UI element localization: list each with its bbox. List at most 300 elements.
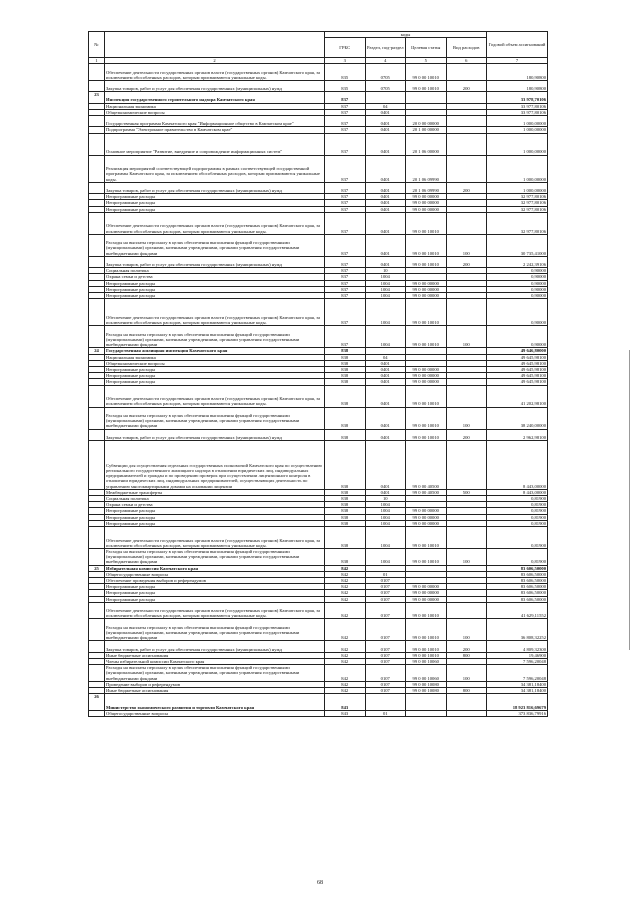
row-section: 01 — [365, 571, 406, 577]
row-section: 0401 — [365, 407, 406, 429]
row-amount: 0,81900 — [487, 526, 548, 548]
row-grbs: 837 — [325, 268, 366, 274]
row-section: 0401 — [365, 256, 406, 267]
row-amount: 32 977,80106 — [487, 212, 548, 234]
row-name: Непрограммные расходы — [105, 367, 325, 373]
row-grbs: 837 — [325, 326, 366, 348]
row-target: 99 0 00 00000 — [406, 373, 447, 379]
row-name: Общегосударственные вопросы — [105, 710, 325, 716]
row-amount: 49 645,98100 — [487, 354, 548, 360]
row-exp-type — [446, 299, 487, 326]
row-amount: 49 645,98100 — [487, 367, 548, 373]
row-section: 1004 — [365, 508, 406, 514]
row-grbs: 838 — [325, 489, 366, 495]
row-exp-type: 800 — [446, 652, 487, 658]
row-target: 99 0 00 00000 — [406, 520, 447, 526]
row-grbs: 837 — [325, 109, 366, 115]
header-name — [105, 32, 325, 58]
row-amount: 1 000,00000 — [487, 133, 548, 155]
row-target: 99 0 00 10010 — [406, 619, 447, 641]
row-amount: 0,90000 — [487, 292, 548, 298]
row-amount: 0,90000 — [487, 280, 548, 286]
row-name: Избирательная комиссия Камчатского края — [105, 565, 325, 571]
col-number: 5 — [406, 58, 447, 64]
row-target: 20 1 06 09990 — [406, 155, 447, 182]
row-amount: 83 606,50000 — [487, 596, 548, 602]
row-name: Субвенции для осуществления отдельных государственных полномочий Камчатского края по осуществлению регионального государственного жилищного надзора в отношении юридических лиц, индивидуальных предпринимателей и граждан и по проведению проверок при осуществлении лицензионного контроля в отношении юридических лиц, индивидуальных предпринимателей, осуществляющих деятельность по управлению многоквартирными домами на основании лицензии — [105, 440, 325, 489]
table-row — [89, 64, 548, 81]
row-amount: 180,90800 — [487, 81, 548, 92]
row-section: 0401 — [365, 385, 406, 407]
row-number — [89, 81, 105, 92]
col-number: 2 — [105, 58, 325, 64]
row-grbs: 837 — [325, 299, 366, 326]
row-target: 20 1 06 00000 — [406, 133, 447, 155]
row-name: Непрограммные расходы — [105, 286, 325, 292]
row-number — [89, 385, 105, 407]
row-section: 0107 — [365, 687, 406, 693]
row-amount: 41 202,98100 — [487, 385, 548, 407]
row-section: 0107 — [365, 584, 406, 590]
row-section: 1004 — [365, 548, 406, 565]
row-exp-type: 200 — [446, 182, 487, 193]
row-name: Непрограммные расходы — [105, 596, 325, 602]
row-exp-type: 100 — [446, 234, 487, 256]
row-section: 0401 — [365, 133, 406, 155]
row-grbs: 842 — [325, 565, 366, 571]
row-amount: 49 645,98100 — [487, 379, 548, 385]
row-exp-type: 200 — [446, 641, 487, 652]
row-exp-type: 100 — [446, 619, 487, 641]
row-grbs: 837 — [325, 182, 366, 193]
row-name: Основное мероприятие "Развитие, внедрение и сопровождение информационных систем" — [105, 133, 325, 155]
row-number — [89, 299, 105, 326]
row-section: 0401 — [365, 379, 406, 385]
row-grbs: 837 — [325, 200, 366, 206]
row-section: 0401 — [365, 200, 406, 206]
row-target: 99 0 00 00000 — [406, 367, 447, 373]
table-row — [89, 694, 548, 711]
row-name: Национальная экономика — [105, 354, 325, 360]
row-target: 99 0 00 00000 — [406, 514, 447, 520]
row-target: 99 0 00 00000 — [406, 508, 447, 514]
row-exp-type — [446, 694, 487, 711]
row-name: Реализация мероприятий соответствующей подпрограммы в рамках соответствующей государственной программы Камчатского края, за исключением обособленных расходов, которым присваиваются уникальные коды. — [105, 155, 325, 182]
row-amount: 0,81900 — [487, 520, 548, 526]
row-amount: 2 962,98100 — [487, 429, 548, 440]
row-name: Подпрограмма "Электронное правительство в Камчатском крае" — [105, 127, 325, 133]
row-name: Расходы на выплаты персоналу в целях обеспечения выполнения функций государственными (муниципальными) органами, казенными учреждениями, органами управления государственными внебюджетными фондами — [105, 326, 325, 348]
row-section: 0107 — [365, 619, 406, 641]
row-target: 20 1 00 00000 — [406, 127, 447, 133]
table-row — [89, 92, 548, 103]
row-amount: 36 808,32252 — [487, 619, 548, 641]
budget-table — [88, 31, 548, 717]
row-name: Обеспечение деятельности государственных органов власти (государственных органов) Камчатского края, за исключением обособленных расходов, которым присваиваются уникальные коды. — [105, 526, 325, 548]
row-grbs: 837 — [325, 155, 366, 182]
row-number — [89, 429, 105, 440]
table-row — [89, 407, 548, 429]
margin-rule — [629, 350, 636, 650]
row-amount: 1 000,00000 — [487, 116, 548, 127]
row-name: Непрограммные расходы — [105, 373, 325, 379]
row-exp-type: 100 — [446, 548, 487, 565]
row-amount: 83 606,50000 — [487, 571, 548, 577]
row-target: 99 0 00 10010 — [406, 526, 447, 548]
row-grbs: 835 — [325, 81, 366, 92]
row-grbs: 838 — [325, 348, 366, 354]
row-target: 99 0 00 10080 — [406, 681, 447, 687]
row-section: 1004 — [365, 280, 406, 286]
row-name: Обеспечение деятельности государственных органов власти (государственных органов) Камчатского края, за исключением обособленных расходов, которым присваиваются уникальные коды. — [105, 212, 325, 234]
row-grbs: 838 — [325, 379, 366, 385]
row-grbs: 842 — [325, 571, 366, 577]
row-grbs: 838 — [325, 548, 366, 565]
row-grbs: 838 — [325, 440, 366, 489]
row-target: 99 0 00 10010 — [406, 407, 447, 429]
row-number — [89, 440, 105, 489]
row-section: 0705 — [365, 81, 406, 92]
col-number: 4 — [365, 58, 406, 64]
row-section: 0705 — [365, 64, 406, 81]
row-section: 0401 — [365, 155, 406, 182]
row-name: Расходы на выплаты персоналу в целях обеспечения выполнения функций государственными (муниципальными) органами, казенными учреждениями, органами управления государственными внебюджетными фондами — [105, 234, 325, 256]
row-grbs: 838 — [325, 502, 366, 508]
row-grbs: 838 — [325, 526, 366, 548]
table-row — [89, 133, 548, 155]
row-section: 0401 — [365, 360, 406, 366]
row-name: Обеспечение проведения выборов и референдумов — [105, 577, 325, 583]
row-number — [89, 619, 105, 641]
row-target: 99 0 00 10010 — [406, 548, 447, 565]
row-target: 99 0 00 10010 — [406, 256, 447, 267]
row-amount: 4 809,32300 — [487, 641, 548, 652]
row-amount: 83 606,50000 — [487, 584, 548, 590]
row-amount: 83 606,50000 — [487, 577, 548, 583]
row-grbs: 842 — [325, 652, 366, 658]
row-grbs: 837 — [325, 286, 366, 292]
row-grbs: 842 — [325, 596, 366, 602]
row-exp-type: 200 — [446, 429, 487, 440]
row-amount: 83 606,50000 — [487, 590, 548, 596]
row-amount: 32 977,80106 — [487, 200, 548, 206]
row-amount: 373 836,79916 — [487, 710, 548, 716]
row-amount: 0,81900 — [487, 495, 548, 501]
col-number: 1 — [89, 58, 105, 64]
table-row — [89, 526, 548, 548]
row-target — [406, 694, 447, 711]
row-section: 0401 — [365, 234, 406, 256]
table-row — [89, 212, 548, 234]
row-name: Охрана семьи и детства — [105, 502, 325, 508]
row-grbs: 838 — [325, 520, 366, 526]
row-name: Непрограммные расходы — [105, 200, 325, 206]
table-row — [89, 234, 548, 256]
row-number: 23 — [89, 92, 105, 103]
col-number: 3 — [325, 58, 366, 64]
row-grbs: 842 — [325, 619, 366, 641]
row-name: Обеспечение деятельности государственных органов власти (государственных органов) Камчатского края, за исключением обособленных расходов, которым присваиваются уникальные коды. — [105, 64, 325, 81]
row-section: 10 — [365, 495, 406, 501]
row-name: Непрограммные расходы — [105, 508, 325, 514]
row-grbs: 837 — [325, 234, 366, 256]
row-name: Непрограммные расходы — [105, 584, 325, 590]
table-row — [89, 256, 548, 267]
table-row — [89, 81, 548, 92]
row-section: 1004 — [365, 326, 406, 348]
row-name: Непрограммные расходы — [105, 292, 325, 298]
row-exp-type — [446, 710, 487, 716]
header-exp-type: Вид расходов — [446, 38, 487, 58]
header-grbs: ГРБС — [325, 38, 366, 58]
row-section: 01 — [365, 710, 406, 716]
row-amount: 0,90000 — [487, 286, 548, 292]
row-amount: 30 735,41000 — [487, 234, 548, 256]
row-number — [89, 641, 105, 652]
row-exp-type: 100 — [446, 665, 487, 682]
row-grbs: 838 — [325, 360, 366, 366]
table-row — [89, 385, 548, 407]
row-target — [406, 92, 447, 103]
row-grbs: 837 — [325, 92, 366, 103]
row-number — [89, 133, 105, 155]
row-name: Обеспечение деятельности государственных органов власти (государственных органов) Камчатского края, за исключением обособленных расходов, которым присваиваются уникальные коды. — [105, 602, 325, 619]
row-name: Непрограммные расходы — [105, 590, 325, 596]
row-name: Закупка товаров, работ и услуг для обеспечения государственных (муниципальных) нужд — [105, 429, 325, 440]
row-section: 1004 — [365, 514, 406, 520]
row-section: 0401 — [365, 182, 406, 193]
header-num: № — [89, 32, 105, 58]
row-section: 04 — [365, 103, 406, 109]
row-amount: 83 606,50000 — [487, 565, 548, 571]
row-section: 0401 — [365, 109, 406, 115]
row-name: Охрана семьи и детства — [105, 274, 325, 280]
row-exp-type — [446, 92, 487, 103]
row-amount: 0,90000 — [487, 268, 548, 274]
header-amount: Годовой объем ассигнований — [487, 32, 548, 58]
row-target: 99 0 00 10010 — [406, 64, 447, 81]
row-amount: 0,81900 — [487, 508, 548, 514]
row-target: 99 0 00 40500 — [406, 489, 447, 495]
row-name: Непрограммные расходы — [105, 514, 325, 520]
row-number — [89, 234, 105, 256]
row-amount: 38 240,00000 — [487, 407, 548, 429]
row-target: 99 0 00 00000 — [406, 286, 447, 292]
row-section: 0401 — [365, 367, 406, 373]
row-name: Социальная политика — [105, 268, 325, 274]
row-name: Непрограммные расходы — [105, 206, 325, 212]
row-name: Обеспечение деятельности государственных органов власти (государственных органов) Камчатского края, за исключением обособленных расходов, которым присваиваются уникальные коды. — [105, 385, 325, 407]
row-target: 99 0 00 00000 — [406, 194, 447, 200]
row-name: Социальная политика — [105, 495, 325, 501]
row-target: 99 0 00 10010 — [406, 299, 447, 326]
row-section: 0401 — [365, 373, 406, 379]
row-grbs: 837 — [325, 206, 366, 212]
row-target: 99 0 00 10080 — [406, 687, 447, 693]
row-name: Общегосударственные вопросы — [105, 571, 325, 577]
row-amount: 33 977,80106 — [487, 103, 548, 109]
row-amount: 34 381,18400 — [487, 681, 548, 687]
row-grbs: 843 — [325, 694, 366, 711]
row-number — [89, 256, 105, 267]
row-name: Иные бюджетные ассигнования — [105, 652, 325, 658]
row-number — [89, 526, 105, 548]
row-grbs: 838 — [325, 429, 366, 440]
row-amount: 0,90000 — [487, 299, 548, 326]
row-name: Закупка товаров, работ и услуг для обеспечения государственных (муниципальных) нужд — [105, 182, 325, 193]
table-row — [89, 710, 548, 716]
row-name: Иные бюджетные ассигнования — [105, 687, 325, 693]
row-exp-type: 800 — [446, 687, 487, 693]
table-row — [89, 548, 548, 565]
row-section: 1004 — [365, 286, 406, 292]
row-target: 99 0 00 00000 — [406, 206, 447, 212]
table-row — [89, 116, 548, 127]
row-exp-type — [446, 133, 487, 155]
row-target: 20 0 00 00000 — [406, 116, 447, 127]
table-row — [89, 619, 548, 641]
row-grbs: 842 — [325, 658, 366, 664]
row-amount: 49 645,98100 — [487, 373, 548, 379]
row-exp-type — [446, 526, 487, 548]
row-target: 99 0 00 10010 — [406, 234, 447, 256]
row-exp-type: 100 — [446, 407, 487, 429]
row-grbs: 837 — [325, 280, 366, 286]
row-name: Общеэкономические вопросы — [105, 360, 325, 366]
row-name: Национальная экономика — [105, 103, 325, 109]
row-target: 99 0 00 00000 — [406, 200, 447, 206]
row-section: 0401 — [365, 206, 406, 212]
row-section: 04 — [365, 354, 406, 360]
row-section: 0401 — [365, 440, 406, 489]
row-amount: 1 000,00000 — [487, 155, 548, 182]
row-amount: 180,90800 — [487, 64, 548, 81]
row-grbs: 837 — [325, 116, 366, 127]
row-number — [89, 212, 105, 234]
row-amount: 0,81900 — [487, 548, 548, 565]
row-grbs: 842 — [325, 681, 366, 687]
row-grbs: 842 — [325, 687, 366, 693]
row-target: 99 0 00 10060 — [406, 665, 447, 682]
row-grbs: 837 — [325, 194, 366, 200]
row-name: Закупка товаров, работ и услуг для обеспечения государственных (муниципальных) нужд — [105, 641, 325, 652]
row-grbs: 837 — [325, 133, 366, 155]
row-target: 99 0 00 00000 — [406, 584, 447, 590]
row-amount: 1 000,00000 — [487, 127, 548, 133]
row-number — [89, 116, 105, 127]
row-section: 1004 — [365, 274, 406, 280]
row-amount: 41 629,11552 — [487, 602, 548, 619]
row-section: 1004 — [365, 502, 406, 508]
row-exp-type — [446, 64, 487, 81]
table-row — [89, 155, 548, 182]
row-amount: 49 646,80000 — [487, 348, 548, 354]
row-target: 20 1 06 09990 — [406, 182, 447, 193]
table-row — [89, 665, 548, 682]
row-grbs: 837 — [325, 103, 366, 109]
row-number — [89, 665, 105, 682]
row-name: Непрограммные расходы — [105, 379, 325, 385]
row-section: 0401 — [365, 489, 406, 495]
row-section: 0401 — [365, 127, 406, 133]
row-name: Расходы на выплаты персоналу в целях обеспечения выполнения функций государственными (муниципальными) органами, казенными учреждениями, органами управления государственными внебюджетными фондами — [105, 548, 325, 565]
row-exp-type — [446, 116, 487, 127]
table-body — [89, 64, 548, 717]
row-grbs: 838 — [325, 495, 366, 501]
row-target: 99 0 00 10010 — [406, 81, 447, 92]
row-exp-type — [446, 602, 487, 619]
row-exp-type — [446, 155, 487, 182]
row-amount: 49 645,98100 — [487, 360, 548, 366]
header-section: Раздел, под-раздел — [365, 38, 406, 58]
row-amount: 32 977,80106 — [487, 206, 548, 212]
row-section: 0401 — [365, 212, 406, 234]
row-target: 99 0 00 10060 — [406, 658, 447, 664]
row-target: 99 0 00 00000 — [406, 590, 447, 596]
row-exp-type — [446, 385, 487, 407]
row-grbs: 837 — [325, 256, 366, 267]
row-grbs: 835 — [325, 64, 366, 81]
row-grbs: 842 — [325, 665, 366, 682]
row-name: Государственная программа Камчатского края "Информационное общество в Камчатском крае" — [105, 116, 325, 127]
row-number — [89, 407, 105, 429]
row-amount: 1 000,00000 — [487, 182, 548, 193]
row-amount: 8 443,00000 — [487, 489, 548, 495]
row-exp-type: 500 — [446, 489, 487, 495]
row-number — [89, 182, 105, 193]
row-amount: 34 381,18400 — [487, 687, 548, 693]
row-number — [89, 326, 105, 348]
row-section: 0401 — [365, 116, 406, 127]
row-exp-type: 100 — [446, 326, 487, 348]
row-target: 99 0 00 00000 — [406, 596, 447, 602]
page-number: 68 — [317, 880, 323, 886]
table-row — [89, 602, 548, 619]
row-name: Непрограммные расходы — [105, 194, 325, 200]
row-target: 99 0 00 10010 — [406, 326, 447, 348]
row-name: Расходы на выплаты персоналу в целях обеспечения выполнения функций государственными (муниципальными) органами, казенными учреждениями, органами управления государственными внебюджетными фондами — [105, 619, 325, 641]
row-section: 0107 — [365, 641, 406, 652]
row-target — [406, 710, 447, 716]
header-codes: коды — [325, 32, 487, 38]
row-name: Непрограммные расходы — [105, 280, 325, 286]
row-exp-type — [446, 212, 487, 234]
row-amount: 18 923 816,69679 — [487, 694, 548, 711]
row-section — [365, 694, 406, 711]
table-row — [89, 641, 548, 652]
row-exp-type: 200 — [446, 256, 487, 267]
row-name: Обеспечение деятельности государственных органов власти (государственных органов) Камчатского края, за исключением обособленных расходов, которым присваиваются уникальные коды. — [105, 299, 325, 326]
row-amount: 0,90000 — [487, 326, 548, 348]
row-number — [89, 155, 105, 182]
row-number — [89, 64, 105, 81]
row-target: 99 0 00 10010 — [406, 212, 447, 234]
row-number: 25 — [89, 565, 105, 571]
table-row — [89, 440, 548, 489]
row-grbs: 837 — [325, 292, 366, 298]
table-row — [89, 326, 548, 348]
row-section: 10 — [365, 268, 406, 274]
row-section: 0401 — [365, 429, 406, 440]
row-grbs: 837 — [325, 212, 366, 234]
row-name: Инспекция государственного строительного надзора Камчатского края — [105, 92, 325, 103]
row-section: 0107 — [365, 596, 406, 602]
row-name: Расходы на выплаты персоналу в целях обеспечения выполнения функций государственными (муниципальными) органами, казенными учреждениями, органами управления государственными внебюджетными фондами — [105, 407, 325, 429]
table-header — [89, 32, 548, 64]
row-section: 0107 — [365, 590, 406, 596]
row-number: 26 — [89, 694, 105, 711]
row-grbs: 842 — [325, 590, 366, 596]
